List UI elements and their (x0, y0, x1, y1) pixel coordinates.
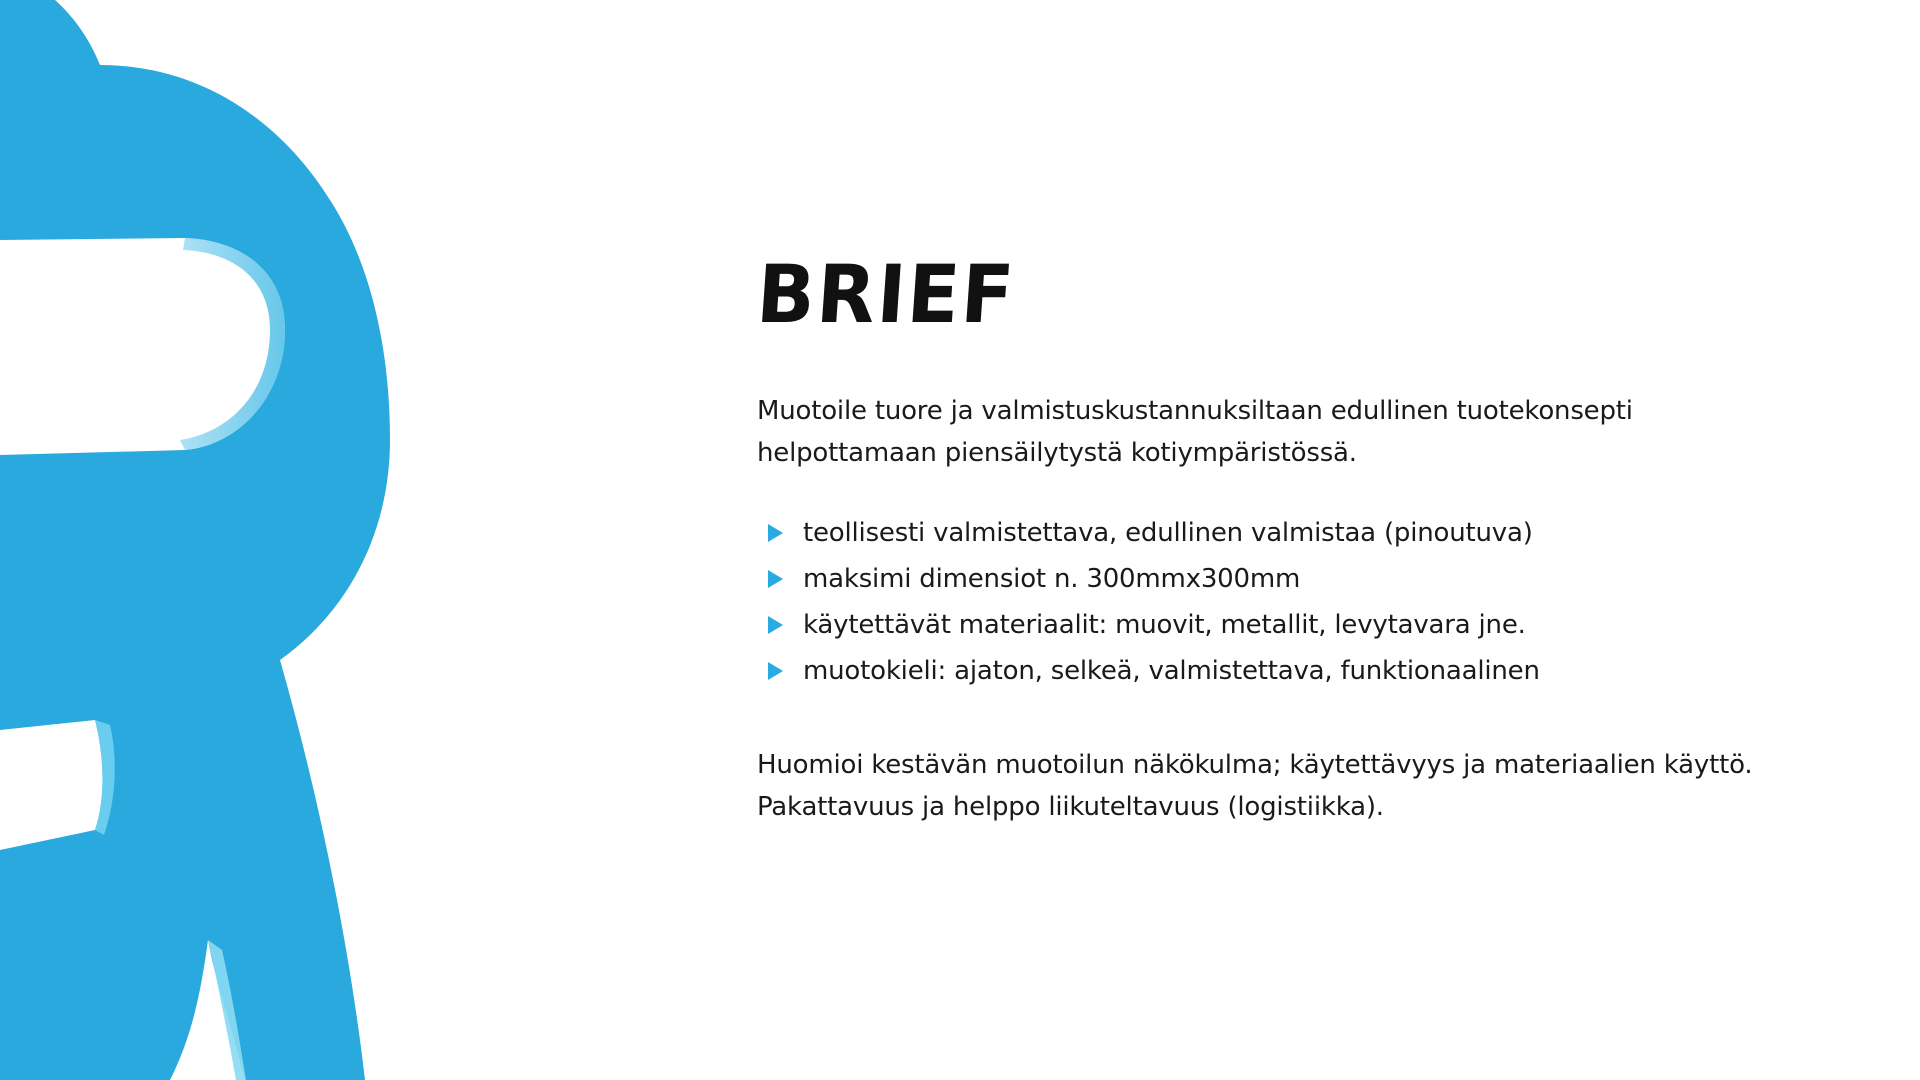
decorative-blue-r-shape (0, 0, 420, 1080)
brief-content (753, 248, 1757, 828)
outro-paragraph: Huomioi kestävän muotoilun näkökulma; käytettävyys ja materiaalien käyttö. Pakattavuus ja helppo liikuteltavuus (logistiikka). (757, 750, 1753, 822)
requirements-list (757, 510, 1757, 694)
triangle-right-icon (768, 662, 783, 680)
intro-paragraph: Muotoile tuore ja valmistuskustannuksiltaan edullinen tuotekonsepti helpottamaan piensäilytystä kotiympäristössä. (757, 396, 1633, 468)
list-item (757, 648, 1757, 694)
list-item-text: muotokieli: ajaton, selkeä, valmistettava, funktionaalinen (803, 656, 1540, 686)
list-item-text: maksimi dimensiot n. 300mmx300mm (803, 564, 1301, 594)
triangle-right-icon (768, 616, 783, 634)
triangle-right-icon (768, 524, 783, 542)
list-item (757, 556, 1757, 602)
page-title: BRIEF (753, 248, 1019, 341)
list-item-text: teollisesti valmistettava, edullinen valmistaa (pinoutuva) (803, 518, 1533, 548)
list-item-text: käytettävät materiaalit: muovit, metallit, levytavara jne. (803, 610, 1526, 640)
list-item (757, 510, 1757, 556)
triangle-right-icon (768, 570, 783, 588)
list-item (757, 602, 1757, 648)
